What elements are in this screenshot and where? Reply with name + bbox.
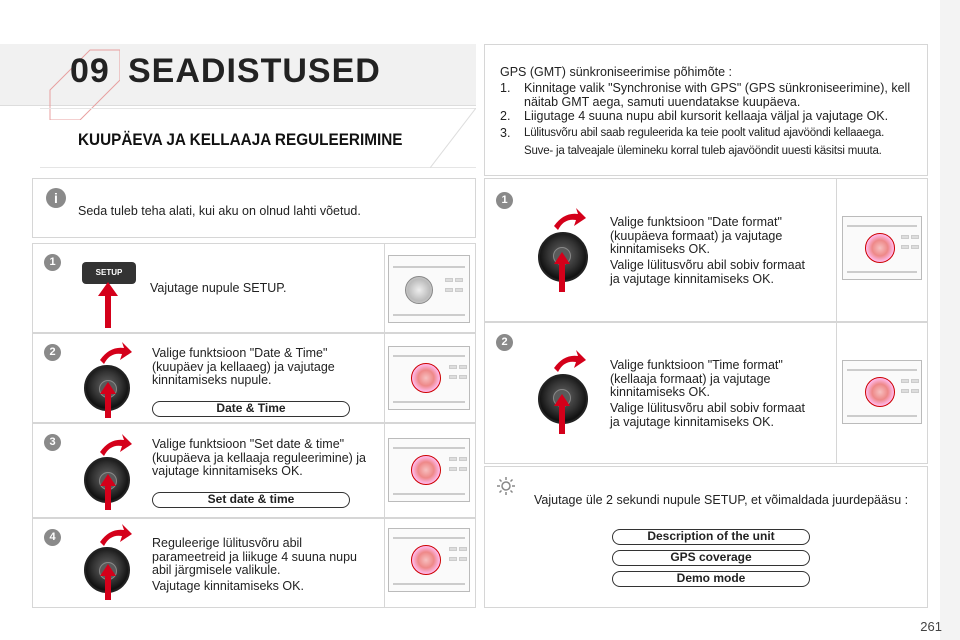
- page-number: 261: [920, 619, 942, 634]
- menu-demo-mode: Demo mode: [612, 571, 810, 587]
- gps-item-number: 1.: [500, 81, 511, 95]
- column-divider: [384, 243, 385, 608]
- radio-unit-icon: [388, 528, 470, 592]
- info-icon: i: [46, 188, 66, 208]
- right-column-divider: [836, 178, 837, 464]
- step-number: 3: [44, 434, 61, 451]
- info-note: Seda tuleb teha alati, kui aku on olnud lahti võetud.: [78, 204, 361, 218]
- radio-unit-icon: [388, 255, 470, 323]
- red-arrow-icon: [96, 430, 132, 510]
- gps-item-number: 2.: [500, 109, 511, 123]
- gps-item-text: Kinnitage valik "Synchronise with GPS" (GPS sünkroniseerimine), kell näitab GMT aega, samuti uuendatakse kuupäeva.: [524, 81, 911, 109]
- gps-heading: GPS (GMT) sünkroniseerimise põhimõte :: [500, 65, 733, 79]
- tip-gear-icon: [496, 476, 516, 496]
- radio-unit-icon: [388, 346, 470, 410]
- step-number: 2: [496, 334, 513, 351]
- gps-item-number: 3.: [500, 126, 511, 140]
- gps-note: Suve- ja talveajale ülemineku korral tuleb ajavööndit uuesti käsitsi muuta.: [524, 145, 882, 157]
- menu-gps-coverage: GPS coverage: [612, 550, 810, 566]
- radio-unit-icon: [388, 438, 470, 502]
- radio-unit-icon: [842, 360, 922, 424]
- menu-set-date-time: Set date & time: [152, 492, 350, 508]
- chapter-number: 09: [70, 52, 110, 90]
- page-edge-band: [940, 0, 960, 640]
- step-text: Valige lülitusvõru abil sobiv formaat ja vajutage kinnitamiseks OK.: [610, 401, 806, 429]
- red-arrow-icon: [96, 520, 132, 600]
- tip-text: Vajutage üle 2 sekundi nupule SETUP, et võimaldada juurdepääsu :: [534, 493, 909, 507]
- red-arrow-icon: [550, 344, 586, 434]
- step-text: Valige funktsioon "Date format" (kuupäeva formaat) ja vajutage kinnitamiseks OK.: [610, 215, 783, 256]
- setup-button-icon: SETUP: [82, 262, 136, 284]
- step-text: Valige funktsioon "Date & Time" (kuupäev ja kellaaeg) ja vajutage kinnitamiseks nupule.: [152, 346, 335, 387]
- step-number: 4: [44, 529, 61, 546]
- step-text: Vajutage kinnitamiseks OK.: [152, 579, 304, 593]
- step-text: Valige funktsioon "Set date & time" (kuupäeva ja kellaaja reguleerimine) ja vajutage kinnitamiseks OK.: [152, 437, 367, 478]
- red-arrow-icon: [96, 282, 120, 328]
- menu-date-time: Date & Time: [152, 401, 350, 417]
- step-number: 1: [496, 192, 513, 209]
- red-arrow-icon: [550, 202, 586, 292]
- step-number: 2: [44, 344, 61, 361]
- red-arrow-icon: [96, 338, 132, 418]
- step-text: Reguleerige lülitusvõru abil parameetreid ja liikuge 4 suuna nupu abil järgmisele valikule.: [152, 536, 357, 577]
- section-title: KUUPÄEVA JA KELLAAJA REGULEERIMINE: [78, 130, 403, 149]
- step-number: 1: [44, 254, 61, 271]
- page-title: SEADISTUSED: [128, 52, 381, 90]
- step-text: Valige funktsioon "Time format" (kellaaja formaat) ja vajutage kinnitamiseks OK.: [610, 358, 783, 399]
- radio-unit-icon: [842, 216, 922, 280]
- gps-item-text: Lülitusvõru abil saab reguleerida ka teie poolt valitud ajavööndi kellaaega.: [524, 127, 885, 139]
- step-text: Valige lülitusvõru abil sobiv formaat ja vajutage kinnitamiseks OK.: [610, 258, 806, 286]
- title-corner-decoration: [430, 108, 476, 168]
- menu-description-of-unit: Description of the unit: [612, 529, 810, 545]
- step-text: Vajutage nupule SETUP.: [150, 281, 287, 295]
- gps-item-text: Liigutage 4 suuna nupu abil kursorit kellaaja väljal ja vajutage OK.: [524, 109, 889, 123]
